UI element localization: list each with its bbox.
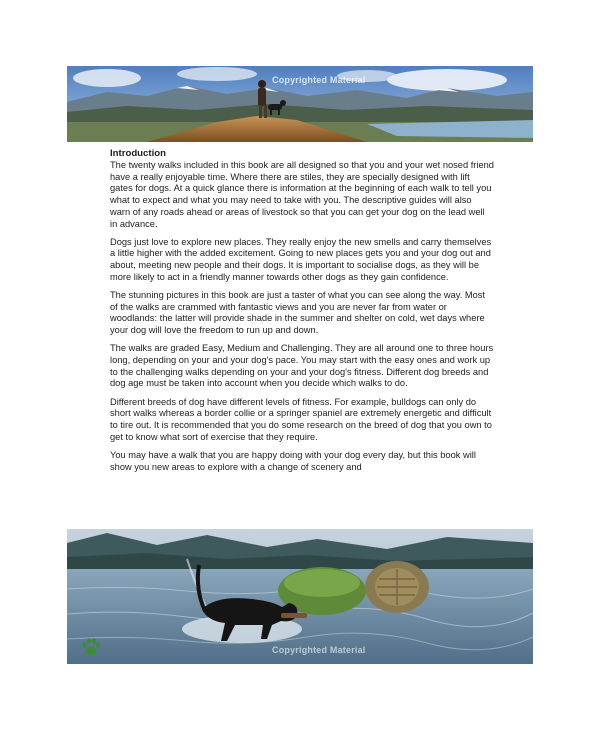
paragraph-4: The walks are graded Easy, Medium and Challenging. They are all around one to three hours long, depending on your and your dog's pace. You may start with the easy ones and work up to the challenging walks depending on your and your dog's fitness. Different dog breeds and dog age must be taken into account when you decide which walks to do.	[110, 343, 494, 389]
paragraph-1: The twenty walks included in this book are all designed so that you and your wet nosed friend have a really enjoyable time. Where there are stiles, they are specially designed with lift gates for dogs. At a quick glance there is information at the beginning of each walk to tell you what to expect and what you may need to take with you. The descriptive guides will also warn of any roads ahead or areas of livestock so that you can get your dog on the lead well in advance.	[110, 160, 494, 229]
dog-in-lake-illustration	[67, 529, 533, 664]
bottom-lake-photo	[67, 529, 533, 664]
paragraph-3: The stunning pictures in this book are just a taster of what you can see along the way. Most of the walks are crammed with fantastic views and you are never far from water or woodlands: the latter will provide shade in the summer and shelter on cold, wet days where your dog will love the freedom to run up and down.	[110, 290, 486, 336]
introduction-section	[110, 148, 494, 480]
bottom-photo-watermark: Copyrighted Material	[272, 645, 366, 655]
paragraph-6: You may have a walk that you are happy doing with your dog every day, but this book will show you new areas to explore with a change of scenery and	[110, 449, 476, 472]
paragraph-2: Dogs just love to explore new places. They really enjoy the new smells and carry themselves a little higher with the added excitement. Going to new places gets you and your dog out and about, meeting new people and their dogs. It is important to socialise dogs, as they will be more likely to act in a friendly manner towards other dogs as they gain confidence.	[110, 236, 492, 282]
section-heading: Introduction	[110, 148, 166, 159]
paw-print-icon	[80, 636, 102, 658]
top-landscape-photo	[67, 66, 533, 142]
top-photo-watermark: Copyrighted Material	[272, 75, 366, 85]
paragraph-5: Different breeds of dog have different levels of fitness. For example, bulldogs can only do short walks whereas a border collie or a springer spaniel are extremely energetic and difficult to tire out. It is recommended that you do some research on the breed of dog that you own to get to know what sort of exercise that they require.	[110, 396, 492, 442]
